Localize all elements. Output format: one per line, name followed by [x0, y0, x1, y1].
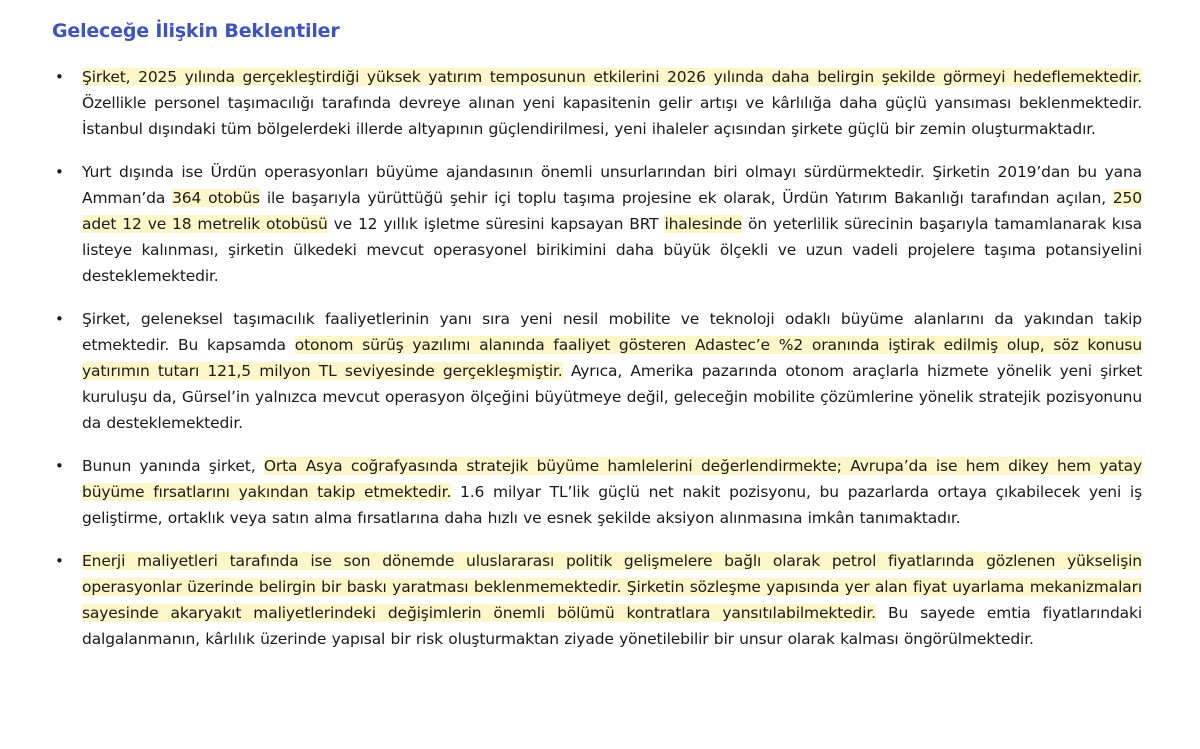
body-text: Bu sayede emtia fiyatlarındaki dalgalanmanın, kârlılık üzerinde yapısal bir risk oluşturmaktan ziyade yönetilebilir bir unsur olarak kalması öngörülmektedir.	[82, 604, 1142, 648]
highlighted-text: ihalesinde	[664, 215, 743, 233]
body-text: 1.6 milyar TL’lik güçlü net nakit pozisyonu, bu pazarlarda ortaya çıkabilecek yeni iş geliştirme, ortaklık veya satın alma fırsatlarına daha hızlı ve esnek şekilde aksiyon alınmasına imkân tanımaktadır.	[82, 483, 1143, 527]
highlighted-text: Enerji maliyetleri tarafında ise son dönemde uluslararası politik gelişmelere bağlı olarak petrol fiyatlarında gözlenen yükselişin operasyonlar üzerinde belirgin bir baskı yaratması beklenmemektedir. Şirketin sözleşme yapısında yer alan fiyat uyarlama mekanizmaları sayesinde akaryakıt maliyetlerindeki değişimlerin önemli bölümü kontratlara yansıtılabilmektedir.	[82, 552, 1142, 622]
highlighted-text: 250 adet 12 ve 18 metrelik otobüsü	[82, 189, 1142, 233]
bullet-paragraph	[52, 64, 1142, 142]
section-title: Geleceğe İlişkin Beklentiler	[52, 20, 340, 42]
body-text: ön yeterlilik sürecinin başarıyla tamamlanarak kısa listeye kalınması, şirketin ülkedeki mevcut operasyonel birikimini daha büyük ölçekli ve uzun vadeli projelere taşıma potansiyelini desteklemektedir.	[82, 215, 1142, 285]
highlighted-text: otonom sürüş yazılımı alanında faaliyet gösteren Adastec’e %2 oranında iştirak edilmiş olup, söz konusu yatırımın tutarı 121,5 milyon TL seviyesinde gerçekleşmiştir.	[82, 336, 1142, 380]
bullet-marker: •	[55, 163, 64, 181]
bullet-list	[52, 64, 1142, 669]
highlighted-text: Orta Asya coğrafyasında stratejik büyüme hamlelerini değerlendirmekte; Avrupa’da ise hem dikey hem yatay büyüme fırsatlarını yakından takip etmektedir.	[82, 457, 1142, 501]
body-text: Yurt dışında ise Ürdün operasyonları büyüme ajandasının önemli unsurlarından biri olmayı sürdürmektedir. Şirketin 2019’dan bu yana Amman’da	[82, 163, 1142, 207]
bullet-marker: •	[55, 457, 64, 475]
bullet-marker: •	[55, 310, 64, 328]
bullet-paragraph	[52, 306, 1142, 436]
body-text: ile başarıyla yürüttüğü şehir içi toplu taşıma projesine ek olarak, Ürdün Yatırım Bakanlığı tarafından açılan,	[259, 189, 1113, 207]
highlighted-text: 364 otobüs	[172, 189, 260, 207]
body-text: Ayrıca, Amerika pazarında otonom araçlarla hizmete yönelik yeni şirket kuruluşu da, Gürsel’in yalnızca mevcut operasyon ölçeğini büyütmeye değil, geleceğin mobilite çözümlerine yönelik stratejik pozisyonunu da desteklemektedir.	[82, 362, 1142, 432]
bullet-marker: •	[55, 68, 64, 86]
bullet-paragraph	[52, 453, 1142, 531]
body-text: Şirket, geleneksel taşımacılık faaliyetlerinin yanı sıra yeni nesil mobilite ve teknoloji odaklı büyüme alanlarını da yakından takip etmektedir. Bu kapsamda	[82, 310, 1142, 354]
bullet-marker: •	[55, 552, 64, 570]
bullet-paragraph	[52, 548, 1142, 652]
bullet-paragraph	[52, 159, 1142, 289]
body-text: ve 12 yıllık işletme süresini kapsayan BRT	[327, 215, 665, 233]
body-text: Bunun yanında şirket,	[82, 457, 264, 475]
highlighted-text: Şirket, 2025 yılında gerçekleştirdiği yüksek yatırım temposunun etkilerini 2026 yılında daha belirgin şekilde görmeyi hedeflemektedir.	[82, 68, 1142, 86]
body-text: Özellikle personel taşımacılığı tarafında devreye alınan yeni kapasitenin gelir artışı ve kârlılığa daha güçlü yansıması beklenmektedir. İstanbul dışındaki tüm bölgelerdeki illerde altyapının güçlendirilmesi, yeni ihaleler açısından şirkete güçlü bir zemin oluşturmaktadır.	[82, 94, 1142, 138]
